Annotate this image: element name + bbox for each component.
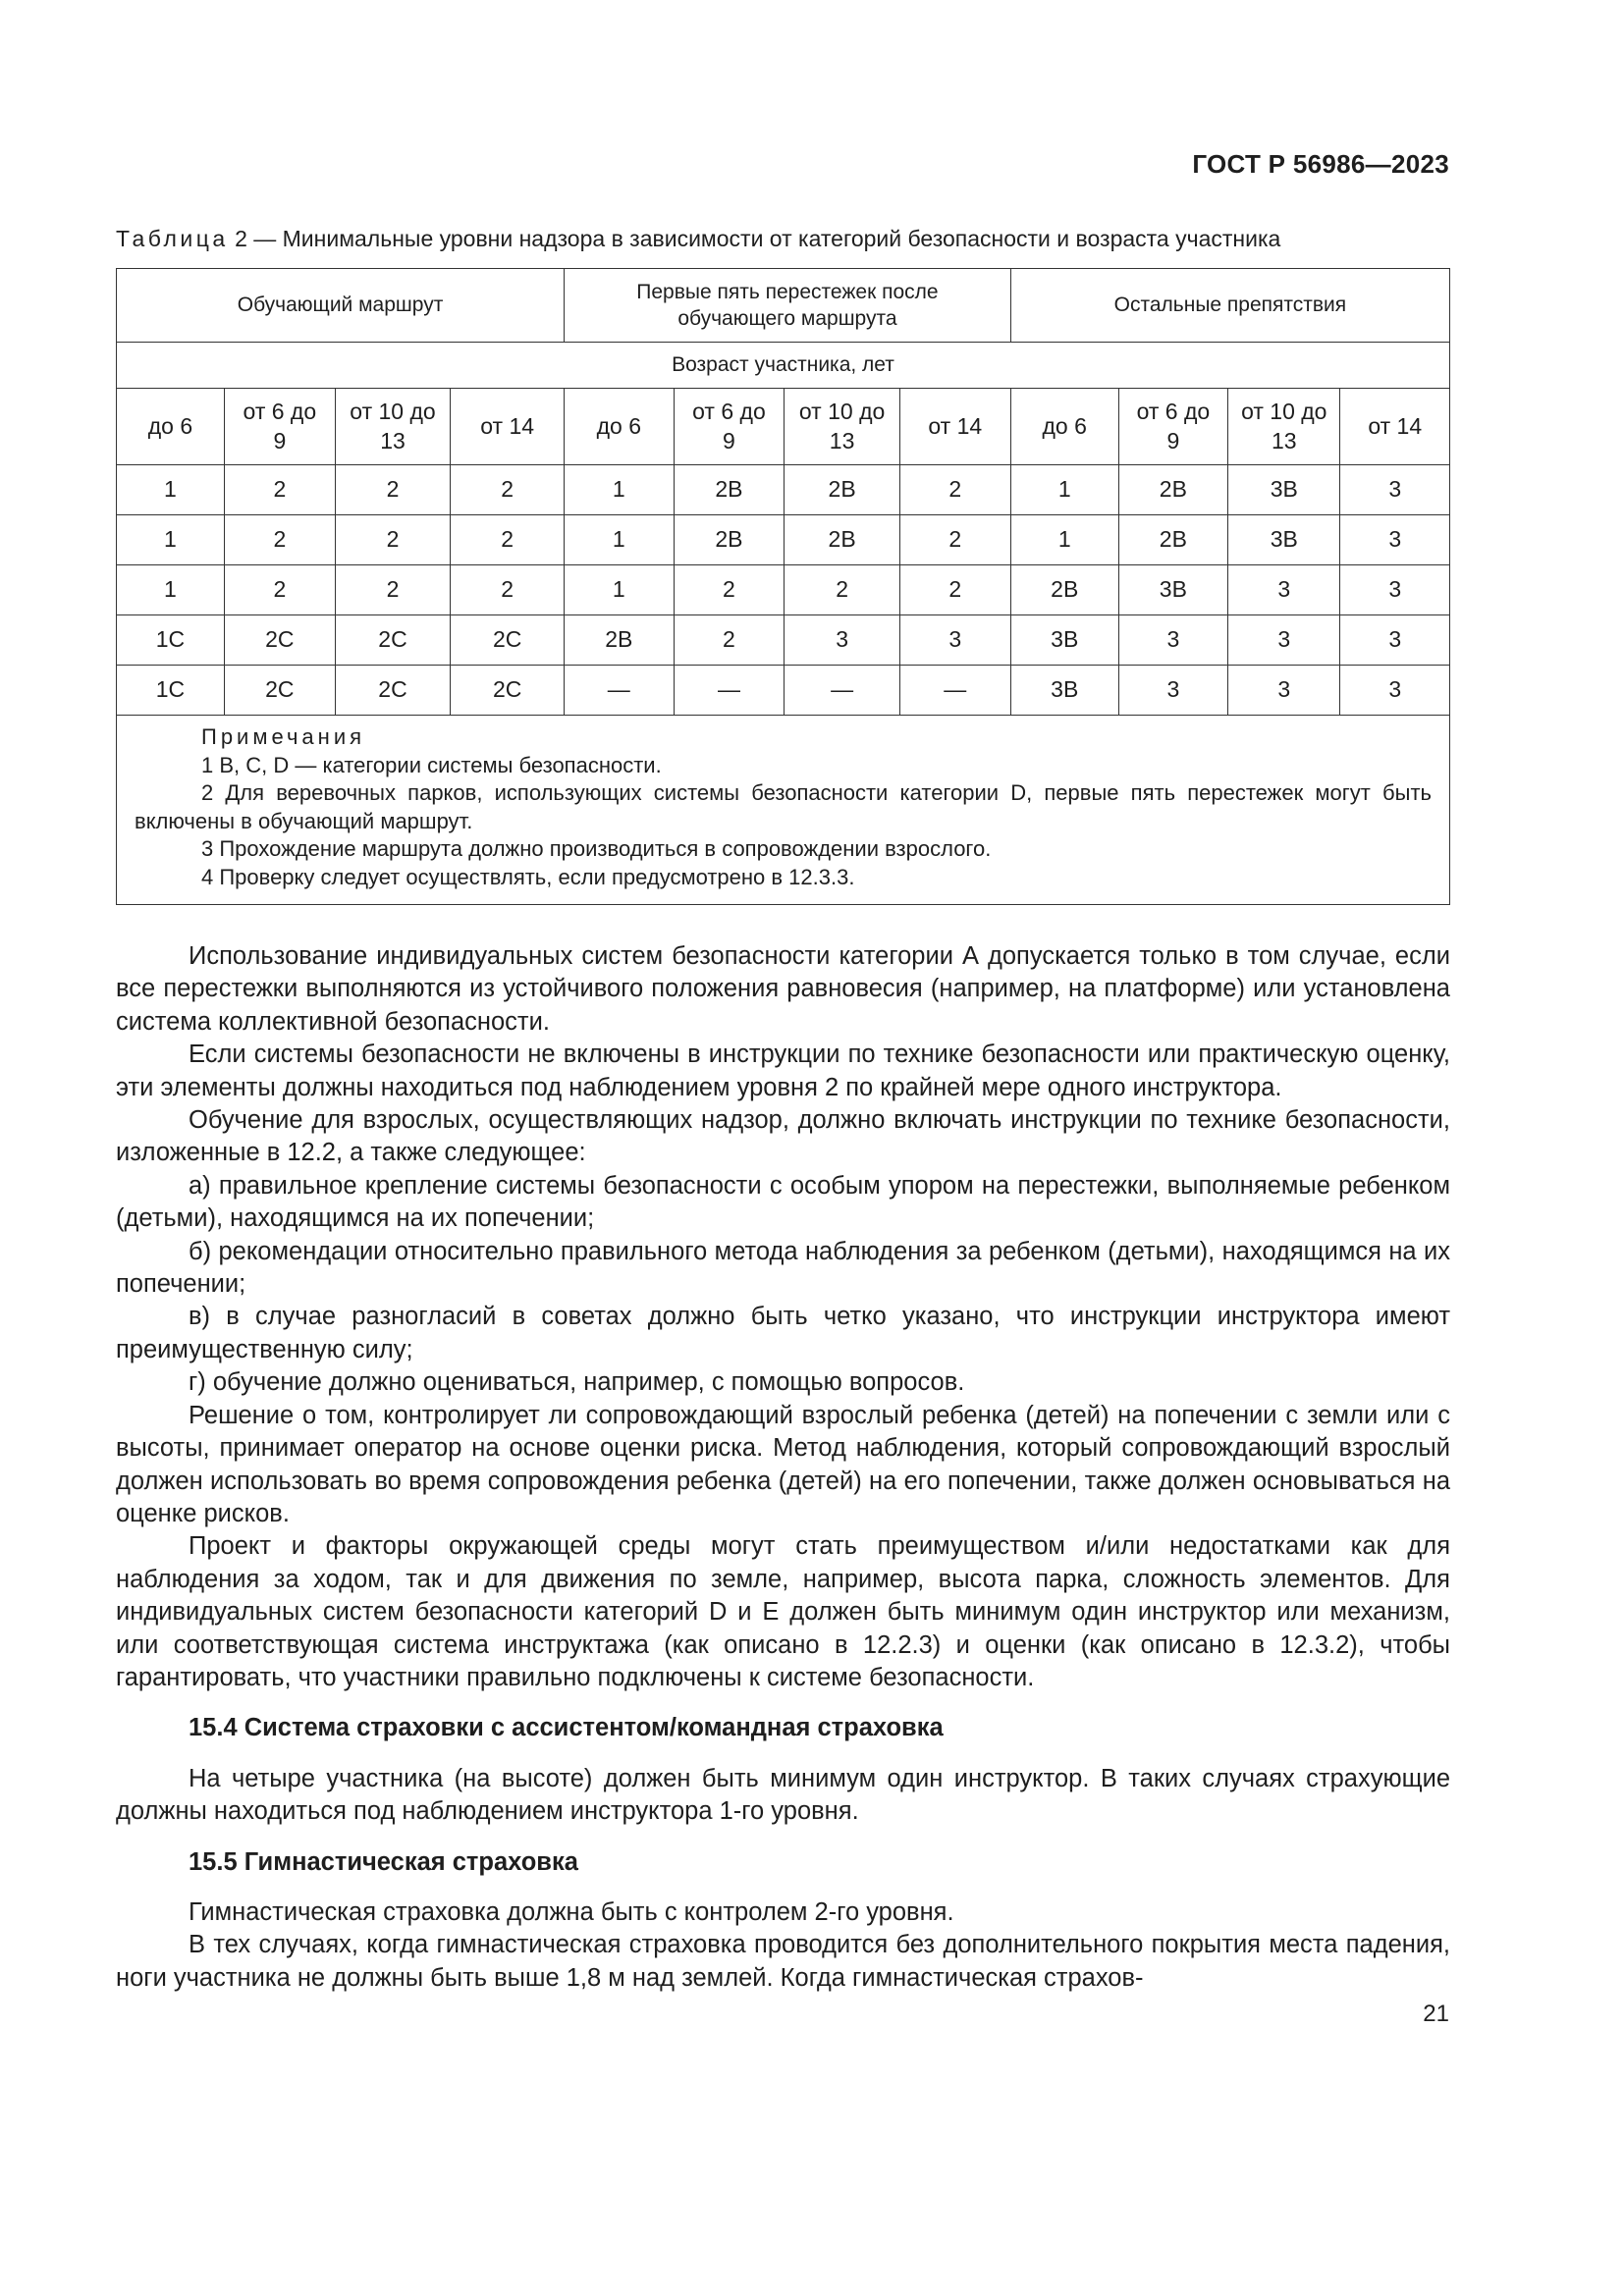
list-item-a: а) правильное крепление системы безопасности с особым упором на перестежки, выполняемые ребенком (детьми), находящимся на их попечении; [116, 1171, 1450, 1233]
table-cell: 3 [1340, 666, 1450, 716]
table-cell: 2 [335, 515, 450, 565]
table-cell: 3В [1228, 465, 1340, 515]
age-col-header: от 14 [1340, 389, 1450, 465]
table-cell: 3В [1118, 565, 1227, 615]
document-code: ГОСТ Р 56986—2023 [1192, 149, 1449, 179]
age-col-header: до 6 [1010, 389, 1118, 465]
table-cell: 2С [224, 615, 335, 666]
table-cell: 2В [785, 465, 899, 515]
table-cell: 2В [1010, 565, 1118, 615]
table-cell: 3 [1340, 465, 1450, 515]
age-col-header: до 6 [117, 389, 225, 465]
age-col-header: до 6 [565, 389, 674, 465]
table-cell: 1 [565, 565, 674, 615]
table-cell: 1 [1010, 465, 1118, 515]
table-cell: 3 [899, 615, 1010, 666]
table-cell: 2В [674, 515, 785, 565]
table-notes [117, 716, 1450, 905]
table-cell: — [785, 666, 899, 716]
paragraph: Проект и факторы окружающей среды могут стать преимуществом и/или недостатками как для наблюдения за ходом, так и для движения по земле, например, высота парка, сложность элементов. Для индивидуальных систем безопасности категорий D и E должен быть минимум один инструктор или механизм, или соответствующая система инструктажа (как описано в 12.2.3) и оценки (как описано в 12.3.2), чтобы гарантировать, что участники правильно подключены к системе безопасности. [116, 1532, 1450, 1691]
table-row [117, 515, 1450, 565]
paragraph: Использование индивидуальных систем безопасности категории А допускается только в том случае, если все перестежки выполняются из устойчивого положения равновесия (например, на платформе) или установлена система коллективной безопасности. [116, 942, 1450, 1036]
age-col-header [1228, 389, 1340, 465]
age-columns-row [117, 389, 1450, 465]
body-text [116, 940, 1450, 1995]
supervision-table [116, 268, 1450, 905]
paragraph: Обучение для взрослых, осуществляющих надзор, должно включать инструкции по технике безопасности, изложенные в 12.2, а также следующее: [116, 1106, 1450, 1167]
group-header-other-obstacles: Остальные препятствия [1010, 269, 1449, 343]
section-heading-15-4: 15.4 Система страховки с ассистентом/командная страховка [189, 1714, 944, 1742]
note-item: 3 Прохождение маршрута должно производиться в сопровождении взрослого. [201, 836, 992, 862]
table-cell: 2В [1118, 515, 1227, 565]
table-cell: 2 [451, 565, 565, 615]
table-cell: 3 [1228, 565, 1340, 615]
table-cell: 1С [117, 666, 225, 716]
table-cell: 2С [335, 615, 450, 666]
list-item-g: г) обучение должно оцениваться, например, с помощью вопросов. [189, 1368, 965, 1397]
table-caption-label: Таблица [116, 226, 229, 251]
table-cell: 2 [674, 565, 785, 615]
table-cell: 2С [335, 666, 450, 716]
table-cell: — [565, 666, 674, 716]
table-cell: 2В [674, 465, 785, 515]
table-cell: 3 [1228, 666, 1340, 716]
table-cell: 2 [224, 515, 335, 565]
table-cell: 1 [117, 465, 225, 515]
table-cell: 1 [117, 565, 225, 615]
age-col-text: от 6 до 9 [243, 398, 317, 454]
table-caption-text: 2 — Минимальные уровни надзора в зависимости от категорий безопасности и возраста участника [228, 226, 1281, 251]
table-cell: 2 [335, 465, 450, 515]
paragraph: Решение о том, контролирует ли сопровождающий взрослый ребенка (детей) на попечении с земли или с высоты, принимает оператор на основе оценки риска. Метод наблюдения, который сопровождающий взрослый должен использовать во время сопровождения ребенка (детей) на его попечении, также должен основываться на оценке рисков. [116, 1401, 1450, 1527]
age-col-header [674, 389, 785, 465]
table-cell: 3 [785, 615, 899, 666]
age-col-text: от 10 до 13 [350, 398, 436, 454]
table-cell: 1 [565, 465, 674, 515]
table-cell: 3В [1228, 515, 1340, 565]
table-row [117, 666, 1450, 716]
table-cell: 1 [117, 515, 225, 565]
age-header: Возраст участника, лет [117, 343, 1450, 389]
group-header-first-five-transfers-text: Первые пять перестежек после обучающего маршрута [636, 280, 939, 330]
table-row [117, 465, 1450, 515]
list-item-b: б) рекомендации относительно правильного метода наблюдения за ребенком (детьми), находящимся на их попечении; [116, 1237, 1450, 1299]
table-cell: — [899, 666, 1010, 716]
age-col-text: от 10 до 13 [1241, 398, 1327, 454]
age-col-header [785, 389, 899, 465]
notes-row [117, 716, 1450, 905]
section-heading-15-5: 15.5 Гимнастическая страховка [189, 1847, 578, 1876]
table-cell: 3 [1118, 615, 1227, 666]
age-col-text: от 10 до 13 [798, 398, 886, 454]
paragraph: Если системы безопасности не включены в инструкции по технике безопасности или практическую оценку, эти элементы должны находиться под наблюдением уровня 2 по крайней мере одного инструктора. [116, 1041, 1450, 1101]
table-cell: 2 [451, 515, 565, 565]
table-cell: 3В [1010, 615, 1118, 666]
table-cell: 2 [451, 465, 565, 515]
table-cell: 3 [1340, 515, 1450, 565]
table-cell: 2 [674, 615, 785, 666]
table-caption [116, 226, 1280, 252]
note-item: 1 B, C, D — категории системы безопасности. [201, 752, 662, 777]
notes-title: Примечания [201, 724, 366, 749]
table-cell: 3 [1228, 615, 1340, 666]
note-item: 2 Для веревочных парков, использующих системы безопасности категории D, первые пять перестежек могут быть включены в обучающий маршрут. [135, 780, 1432, 833]
table-cell: 2С [451, 615, 565, 666]
table-cell: 2 [335, 565, 450, 615]
table-cell: 2В [785, 515, 899, 565]
table-cell: 3 [1340, 565, 1450, 615]
table-cell: 2С [451, 666, 565, 716]
age-col-text: от 6 до 9 [692, 398, 766, 454]
group-header-first-five-transfers [565, 269, 1011, 343]
paragraph: Гимнастическая страховка должна быть с контролем 2-го уровня. [189, 1897, 954, 1926]
table-cell: 2С [224, 666, 335, 716]
note-item: 4 Проверку следует осуществлять, если предусмотрено в 12.3.3. [201, 864, 855, 889]
group-header-training-route: Обучающий маршрут [117, 269, 565, 343]
table-cell: 2 [224, 565, 335, 615]
table-cell: 2В [565, 615, 674, 666]
table-cell: 2В [1118, 465, 1227, 515]
table-cell: — [674, 666, 785, 716]
supervision-table-wrapper [116, 268, 1450, 905]
age-header-row [117, 343, 1450, 389]
table-cell: 2 [899, 515, 1010, 565]
table-cell: 3В [1010, 666, 1118, 716]
table-cell: 2 [899, 565, 1010, 615]
age-col-header [1118, 389, 1227, 465]
table-cell: 3 [1118, 666, 1227, 716]
age-col-text: от 6 до 9 [1136, 398, 1211, 454]
table-cell: 2 [785, 565, 899, 615]
paragraph: На четыре участника (на высоте) должен быть минимум один инструктор. В таких случаях страхующие должны находиться под наблюдением инструктора 1-го уровня. [116, 1764, 1450, 1826]
table-cell: 1 [1010, 515, 1118, 565]
age-col-header [224, 389, 335, 465]
paragraph: В тех случаях, когда гимнастическая страховка проводится без дополнительного покрытия места падения, ноги участника не должны быть выше 1,8 м над землей. Когда гимнастическая страхов- [116, 1931, 1450, 1992]
table-cell: 2 [224, 465, 335, 515]
age-col-header: от 14 [451, 389, 565, 465]
table-cell: 1С [117, 615, 225, 666]
age-col-header: от 14 [899, 389, 1010, 465]
page-number: 21 [1423, 2001, 1449, 2027]
table-cell: 2 [899, 465, 1010, 515]
table-cell: 3 [1340, 615, 1450, 666]
table-row [117, 565, 1450, 615]
age-col-header [335, 389, 450, 465]
list-item-v: в) в случае разногласий в советах должно быть четко указано, что инструкции инструктора имеют преимущественную силу; [116, 1303, 1450, 1363]
table-row [117, 615, 1450, 666]
table-cell: 1 [565, 515, 674, 565]
group-header-row [117, 269, 1450, 343]
